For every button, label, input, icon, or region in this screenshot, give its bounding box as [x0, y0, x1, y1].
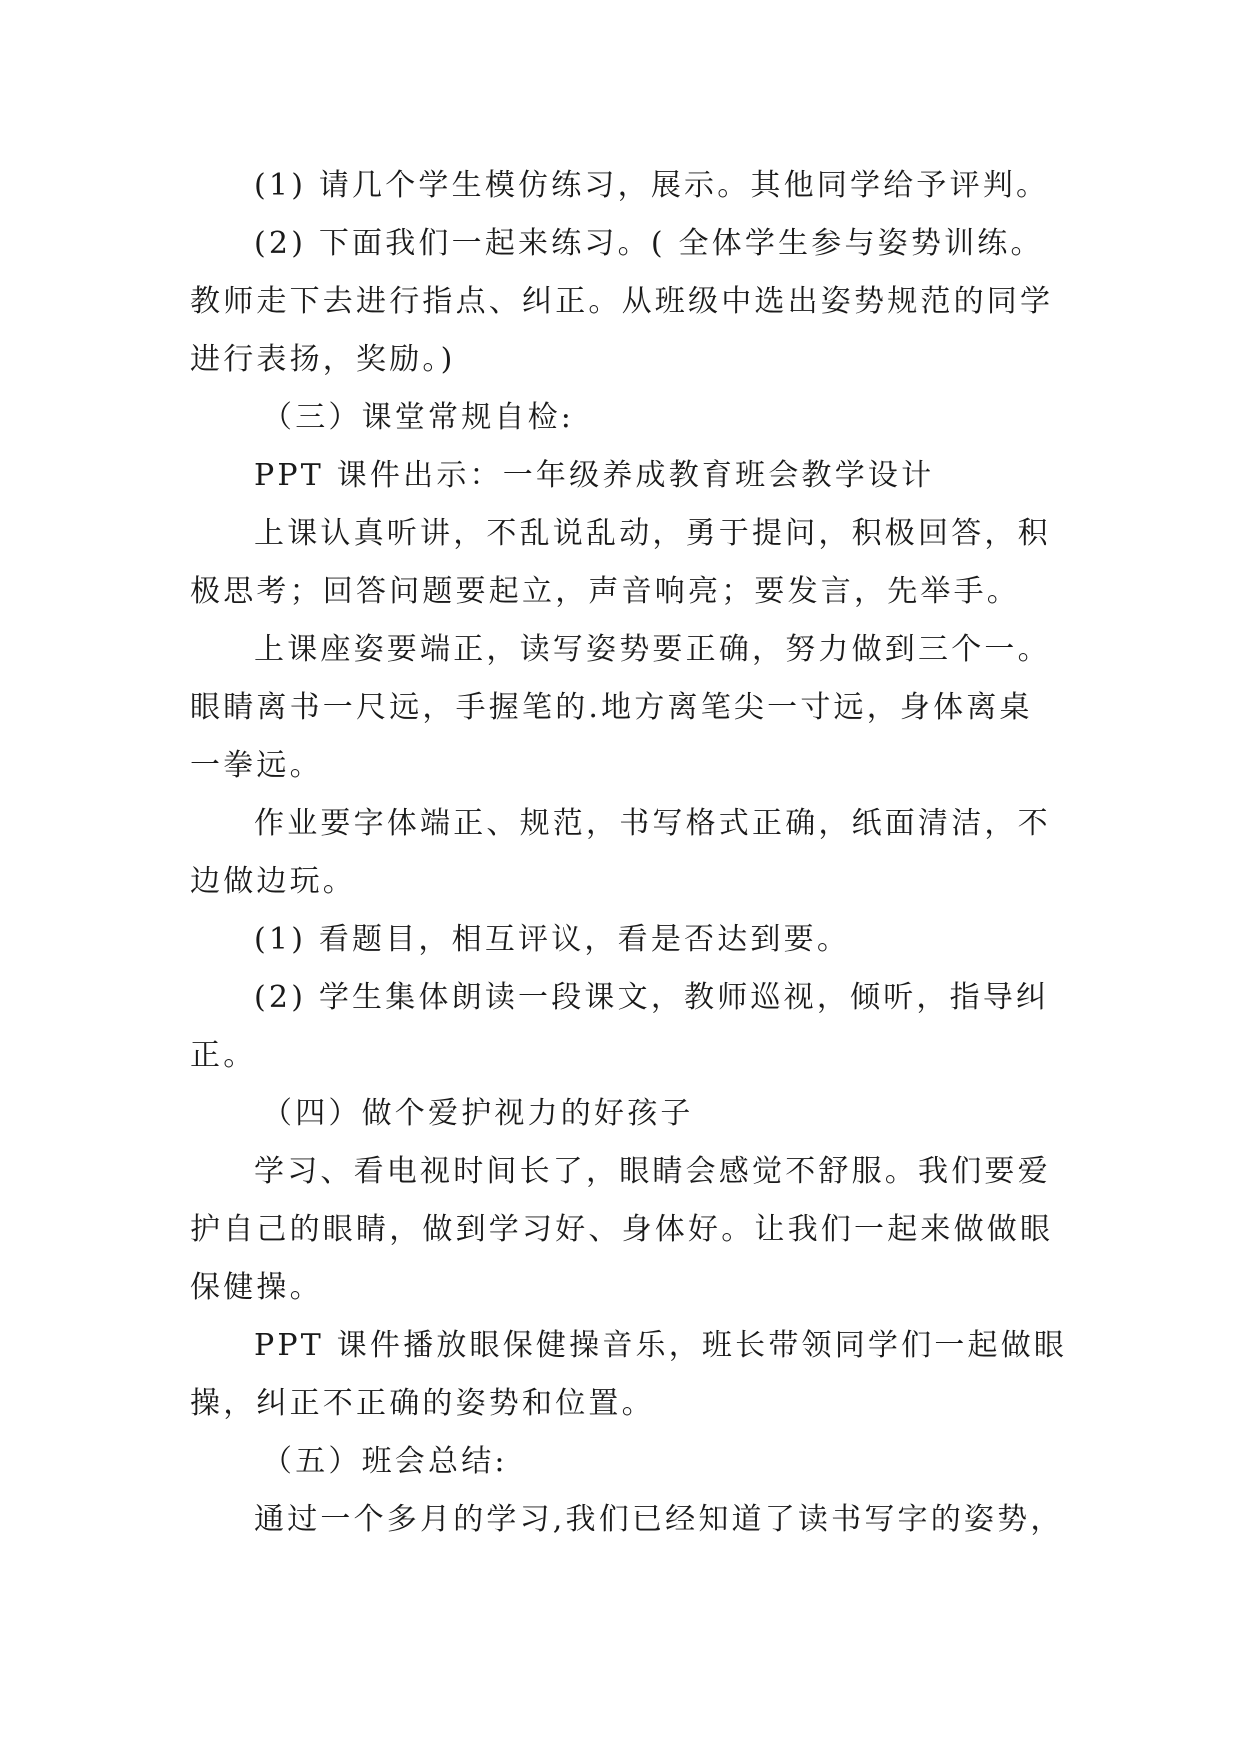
paragraph-line: 上课座姿要端正，读写姿势要正确，努力做到三个一。 — [254, 632, 1051, 667]
section-heading: （五）班会总结: — [262, 1444, 508, 1479]
paragraph-line: 学习、看电视时间长了，眼睛会感觉不舒服。我们要爱 — [254, 1154, 1051, 1189]
paragraph-line: 通过一个多月的学习,我们已经知道了读书写字的姿势， — [254, 1502, 1064, 1537]
paragraph-line: 上课认真听讲，不乱说乱动，勇于提问，积极回答，积 — [254, 516, 1051, 551]
paragraph-line: (1) 看题目，相互评议，看是否达到要。 — [254, 922, 851, 957]
paragraph-line: 教师走下去进行指点、纠正。从班级中选出姿势规范的同学 — [190, 284, 1054, 319]
paragraph-line: 正。 — [190, 1038, 257, 1073]
paragraph-line: 护自己的眼睛，做到学习好、身体好。让我们一起来做做眼 — [190, 1212, 1054, 1247]
section-heading: （四）做个爱护视力的好孩子 — [262, 1096, 694, 1131]
paragraph-line: 边做边玩。 — [190, 864, 356, 899]
paragraph-line: (2) 学生集体朗读一段课文，教师巡视，倾听，指导纠 — [254, 980, 1050, 1015]
paragraph-line: 进行表扬，奖励。) — [190, 342, 456, 377]
paragraph-line: 极思考；回答问题要起立，声音响亮；要发言，先举手。 — [190, 574, 1020, 609]
paragraph-line: 保健操。 — [190, 1270, 323, 1305]
paragraph-line: 作业要字体端正、规范，书写格式正确，纸面清洁，不 — [254, 806, 1051, 841]
paragraph-line: 操，纠正不正确的姿势和位置。 — [190, 1386, 655, 1421]
paragraph-line: PPT 课件播放眼保健操音乐，班长带领同学们一起做眼 — [254, 1328, 1068, 1363]
paragraph-line: (2) 下面我们一起来练习。( 全体学生参与姿势训练。 — [254, 226, 1044, 261]
paragraph-line: 眼睛离书一尺远，手握笔的.地方离笔尖一寸远，身体离桌 — [190, 690, 1033, 725]
paragraph-line: (1) 请几个学生模仿练习，展示。其他同学给予评判。 — [254, 168, 1050, 203]
section-heading: （三）课堂常规自检: — [262, 400, 575, 435]
paragraph-line: PPT 课件出示：一年级养成教育班会教学设计 — [254, 458, 935, 493]
paragraph-line: 一拳远。 — [190, 748, 323, 783]
